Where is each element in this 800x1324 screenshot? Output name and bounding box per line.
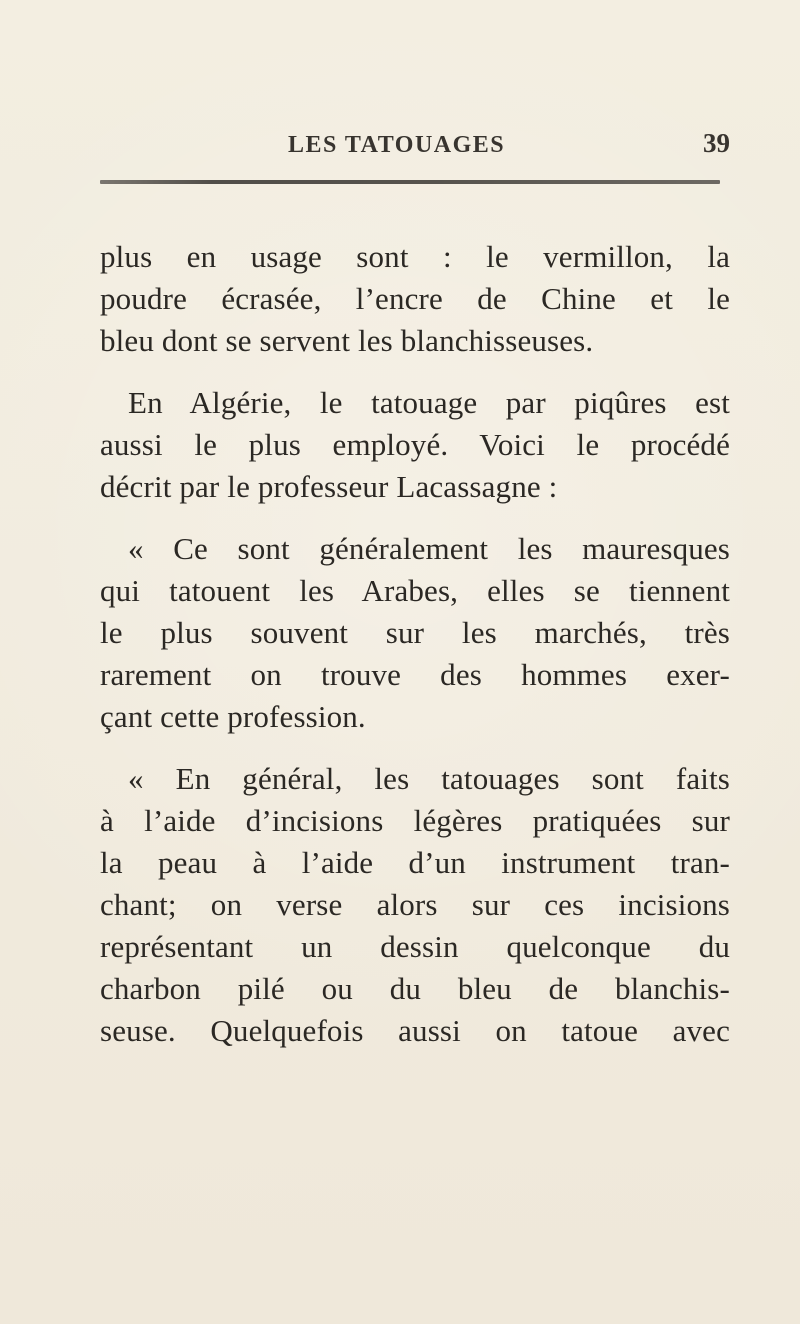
text-line: le plus souvent sur les marchés, très [100, 615, 730, 650]
text-line: En Algérie, le tatouage par piqûres est [128, 385, 730, 420]
text-line: représentant un dessin quelconque du [100, 929, 730, 964]
text-line: charbon pilé ou du bleu de blanchis- [100, 971, 730, 1006]
running-title: LES TATOUAGES [288, 132, 506, 158]
text-line: décrit par le professeur Lacassagne : [100, 469, 558, 504]
paragraph-1 [100, 236, 730, 362]
paragraph-3 [100, 528, 730, 738]
text-line: la peau à l’aide d’un instrument tran- [100, 845, 730, 880]
page-header [100, 128, 730, 168]
text-line: plus en usage sont : le vermillon, la [100, 239, 730, 274]
text-line: qui tatouent les Arabes, elles se tiennent [100, 573, 730, 608]
body-text [100, 236, 730, 1072]
text-line: poudre écrasée, l’encre de Chine et le [100, 281, 730, 316]
text-line: à l’aide d’incisions légères pratiquées sur [100, 803, 730, 838]
header-rule [100, 180, 720, 184]
text-line: chant; on verse alors sur ces incisions [100, 887, 730, 922]
text-line: rarement on trouve des hommes exer- [100, 657, 730, 692]
paragraph-2 [100, 382, 730, 508]
text-line: çant cette profession. [100, 699, 366, 734]
text-line: bleu dont se servent les blanchisseuses. [100, 323, 594, 358]
page-number: 39 [703, 128, 730, 158]
text-line: « En général, les tatouages sont faits [128, 761, 730, 796]
text-line: aussi le plus employé. Voici le procédé [100, 427, 730, 462]
text-line: seuse. Quelquefois aussi on tatoue avec [100, 1013, 730, 1048]
text-line: « Ce sont généralement les mauresques [128, 531, 730, 566]
paragraph-4 [100, 758, 730, 1052]
